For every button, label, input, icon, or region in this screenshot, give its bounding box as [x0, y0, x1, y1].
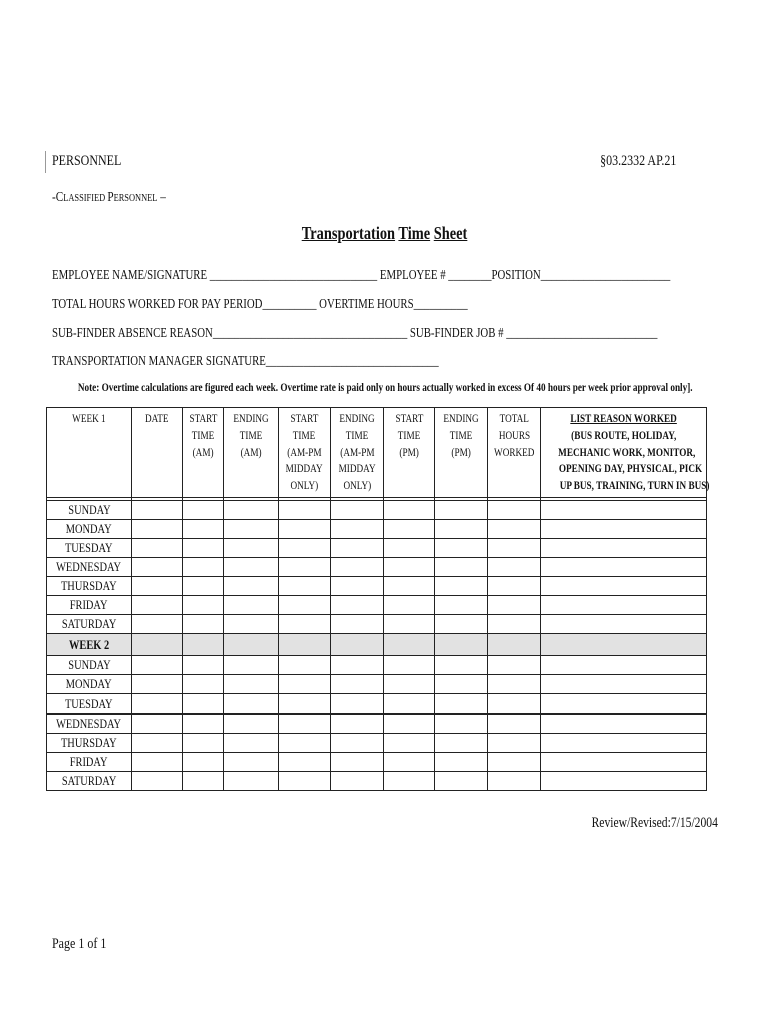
day-label: WEDNESDAY	[47, 558, 132, 577]
entry-cell[interactable]	[384, 694, 435, 715]
entry-cell[interactable]	[224, 615, 279, 634]
entry-cell[interactable]	[279, 734, 331, 753]
entry-cell[interactable]	[331, 577, 384, 596]
entry-cell[interactable]	[331, 501, 384, 520]
margin-bar	[45, 151, 46, 173]
header-right-text: §03.2332 AP.21	[599, 153, 676, 169]
entry-cell[interactable]	[541, 615, 707, 634]
header-start-pm: START TIME (PM)	[384, 408, 435, 498]
entry-cell[interactable]	[331, 694, 384, 715]
entry-cell[interactable]	[541, 694, 707, 715]
entry-cell[interactable]	[541, 714, 707, 734]
entry-cell[interactable]	[331, 596, 384, 615]
total-hours-field-line[interactable]: TOTAL HOURS WORKED FOR PAY PERIOD__________ OVERTIME HOURS__________	[52, 296, 468, 311]
entry-cell[interactable]	[541, 734, 707, 753]
entry-cell[interactable]	[224, 714, 279, 734]
entry-cell[interactable]	[384, 675, 435, 694]
day-label: MONDAY	[47, 675, 132, 694]
entry-cell[interactable]	[435, 539, 488, 558]
entry-cell[interactable]	[435, 558, 488, 577]
header-section-left	[52, 153, 139, 170]
entry-cell[interactable]	[541, 558, 707, 577]
entry-cell[interactable]	[384, 772, 435, 791]
entry-cell[interactable]	[488, 615, 541, 634]
header-left-text: PERSONNEL	[52, 153, 122, 169]
entry-cell	[331, 634, 384, 656]
entry-cell[interactable]	[224, 734, 279, 753]
entry-cell[interactable]	[132, 734, 183, 753]
entry-cell[interactable]	[132, 596, 183, 615]
page-number: Page 1 of 1	[52, 936, 107, 952]
entry-cell[interactable]	[435, 501, 488, 520]
header-end-am: ENDING TIME (AM)	[224, 408, 279, 498]
entry-cell[interactable]	[224, 753, 279, 772]
entry-cell[interactable]	[224, 596, 279, 615]
entry-cell[interactable]	[384, 501, 435, 520]
entry-cell[interactable]	[279, 753, 331, 772]
entry-cell[interactable]	[279, 539, 331, 558]
entry-cell[interactable]	[183, 734, 224, 753]
entry-cell[interactable]	[541, 772, 707, 791]
table-row	[47, 501, 707, 520]
entry-cell[interactable]	[132, 501, 183, 520]
header-week1: WEEK 1	[47, 408, 132, 498]
entry-cell[interactable]	[435, 734, 488, 753]
entry-cell[interactable]	[488, 734, 541, 753]
table-row	[47, 714, 707, 734]
entry-cell[interactable]	[183, 596, 224, 615]
entry-cell[interactable]	[331, 520, 384, 539]
day-label: MONDAY	[47, 520, 132, 539]
entry-cell[interactable]	[279, 577, 331, 596]
entry-cell[interactable]	[435, 694, 488, 715]
entry-cell[interactable]	[279, 615, 331, 634]
manager-signature-field-line[interactable]: TRANSPORTATION MANAGER SIGNATURE________________________________	[52, 353, 439, 368]
entry-cell[interactable]	[132, 753, 183, 772]
entry-cell[interactable]	[488, 753, 541, 772]
document-title: Transportation Time Sheet	[302, 223, 468, 243]
day-label: SATURDAY	[47, 615, 132, 634]
entry-cell[interactable]	[331, 615, 384, 634]
entry-cell[interactable]	[279, 520, 331, 539]
entry-cell[interactable]	[488, 558, 541, 577]
day-label: WEEK 2	[47, 634, 132, 656]
entry-cell	[384, 634, 435, 656]
entry-cell[interactable]	[132, 675, 183, 694]
entry-cell[interactable]	[183, 656, 224, 675]
table-row	[47, 656, 707, 675]
entry-cell[interactable]	[331, 714, 384, 734]
entry-cell[interactable]	[132, 558, 183, 577]
entry-cell[interactable]	[541, 596, 707, 615]
entry-cell	[541, 634, 707, 656]
entry-cell[interactable]	[331, 772, 384, 791]
entry-cell[interactable]	[541, 539, 707, 558]
entry-cell[interactable]	[183, 577, 224, 596]
entry-cell[interactable]	[132, 577, 183, 596]
entry-cell[interactable]	[384, 558, 435, 577]
entry-cell	[132, 634, 183, 656]
entry-cell[interactable]	[488, 577, 541, 596]
entry-cell[interactable]	[488, 501, 541, 520]
table-header-row	[47, 408, 707, 498]
entry-cell[interactable]	[435, 753, 488, 772]
entry-cell[interactable]	[435, 615, 488, 634]
entry-cell[interactable]	[488, 596, 541, 615]
entry-cell[interactable]	[279, 772, 331, 791]
entry-cell[interactable]	[541, 675, 707, 694]
week1-rows	[47, 501, 707, 634]
entry-cell[interactable]	[488, 694, 541, 715]
entry-cell[interactable]	[224, 558, 279, 577]
entry-cell[interactable]	[541, 577, 707, 596]
entry-cell[interactable]	[435, 520, 488, 539]
entry-cell[interactable]	[384, 615, 435, 634]
entry-cell[interactable]	[331, 734, 384, 753]
entry-cell[interactable]	[224, 675, 279, 694]
entry-cell[interactable]	[279, 596, 331, 615]
entry-cell[interactable]	[183, 501, 224, 520]
entry-cell[interactable]	[541, 520, 707, 539]
entry-cell[interactable]	[384, 520, 435, 539]
entry-cell[interactable]	[224, 539, 279, 558]
entry-cell[interactable]	[279, 656, 331, 675]
entry-cell[interactable]	[488, 714, 541, 734]
header-start-midday: START TIME (AM-PM MIDDAY ONLY)	[279, 408, 331, 498]
week2-rows	[47, 634, 707, 791]
entry-cell[interactable]	[488, 520, 541, 539]
entry-cell[interactable]	[435, 675, 488, 694]
entry-cell[interactable]	[183, 772, 224, 791]
table-row	[47, 577, 707, 596]
entry-cell[interactable]	[183, 539, 224, 558]
entry-cell[interactable]	[541, 753, 707, 772]
table-row	[47, 615, 707, 634]
table-row	[47, 734, 707, 753]
entry-cell	[183, 634, 224, 656]
entry-cell[interactable]	[541, 501, 707, 520]
entry-cell[interactable]	[331, 675, 384, 694]
day-label: TUESDAY	[47, 694, 132, 715]
entry-cell[interactable]	[224, 656, 279, 675]
header-policy-number	[581, 153, 676, 170]
sub-finder-field-line[interactable]: SUB-FINDER ABSENCE REASON____________________________________ SUB-FINDER JOB # ____________________________	[52, 325, 658, 340]
table-row	[47, 772, 707, 791]
entry-cell[interactable]	[488, 656, 541, 675]
entry-cell[interactable]	[132, 714, 183, 734]
entry-cell[interactable]	[279, 558, 331, 577]
entry-cell[interactable]	[224, 694, 279, 715]
overtime-note: Note: Overtime calculations are figured each week. Overtime rate is paid only on hours actually worked in excess Of 40 hours per week prior approval only].	[77, 382, 693, 394]
day-label: THURSDAY	[47, 734, 132, 753]
entry-cell[interactable]	[435, 714, 488, 734]
entry-cell[interactable]	[331, 539, 384, 558]
entry-cell[interactable]	[435, 577, 488, 596]
table-row	[47, 675, 707, 694]
entry-cell[interactable]	[435, 596, 488, 615]
header-date: DATE	[132, 408, 183, 498]
entry-cell[interactable]	[132, 615, 183, 634]
entry-cell[interactable]	[224, 520, 279, 539]
entry-cell[interactable]	[384, 753, 435, 772]
entry-cell[interactable]	[488, 675, 541, 694]
entry-cell[interactable]	[384, 596, 435, 615]
entry-cell[interactable]	[331, 753, 384, 772]
entry-cell[interactable]	[384, 539, 435, 558]
day-label: SUNDAY	[47, 501, 132, 520]
day-label: SATURDAY	[47, 772, 132, 791]
header-end-midday: ENDING TIME (AM-PM MIDDAY ONLY)	[331, 408, 384, 498]
header-end-pm: ENDING TIME (PM)	[435, 408, 488, 498]
entry-cell[interactable]	[384, 714, 435, 734]
entry-cell[interactable]	[331, 656, 384, 675]
entry-cell[interactable]	[541, 656, 707, 675]
day-label: WEDNESDAY	[47, 714, 132, 734]
classified-personnel-subheading: -CLASSIFIED PERSONNEL –	[52, 190, 166, 205]
entry-cell[interactable]	[384, 577, 435, 596]
entry-cell	[279, 634, 331, 656]
entry-cell[interactable]	[183, 694, 224, 715]
entry-cell[interactable]	[183, 520, 224, 539]
entry-cell[interactable]	[435, 772, 488, 791]
entry-cell	[224, 634, 279, 656]
review-revised-date: Review/Revised:7/15/2004	[591, 815, 718, 831]
entry-cell	[488, 634, 541, 656]
entry-cell[interactable]	[183, 675, 224, 694]
entry-cell[interactable]	[384, 734, 435, 753]
day-label: FRIDAY	[47, 753, 132, 772]
table-row	[47, 539, 707, 558]
entry-cell[interactable]	[132, 539, 183, 558]
entry-cell[interactable]	[132, 694, 183, 715]
entry-cell[interactable]	[384, 656, 435, 675]
employee-name-field-line[interactable]: EMPLOYEE NAME/SIGNATURE _______________________________ EMPLOYEE # ________POSITION________________________	[52, 267, 671, 282]
entry-cell[interactable]	[279, 714, 331, 734]
entry-cell[interactable]	[279, 694, 331, 715]
entry-cell[interactable]	[183, 753, 224, 772]
entry-cell[interactable]	[488, 772, 541, 791]
entry-cell[interactable]	[132, 656, 183, 675]
entry-cell[interactable]	[435, 656, 488, 675]
table-row	[47, 596, 707, 615]
entry-cell[interactable]	[279, 501, 331, 520]
day-label: SUNDAY	[47, 656, 132, 675]
header-start-am: START TIME (AM)	[183, 408, 224, 498]
entry-cell[interactable]	[132, 520, 183, 539]
entry-cell[interactable]	[183, 714, 224, 734]
table-row	[47, 753, 707, 772]
entry-cell[interactable]	[183, 615, 224, 634]
entry-cell[interactable]	[331, 558, 384, 577]
header-reason-worked: LIST REASON WORKED (BUS ROUTE, HOLIDAY, MECHANIC WORK, MONITOR, OPENING DAY, PHYSICAL, PICK UP BUS, TRAINING, TURN IN BUS)	[541, 408, 707, 498]
entry-cell	[435, 634, 488, 656]
header-total-hours: TOTAL HOURS WORKED	[488, 408, 541, 498]
table-row	[47, 558, 707, 577]
table-row	[47, 694, 707, 715]
entry-cell[interactable]	[224, 772, 279, 791]
day-label: TUESDAY	[47, 539, 132, 558]
entry-cell[interactable]	[279, 675, 331, 694]
time-sheet-table	[46, 407, 710, 791]
entry-cell[interactable]	[224, 501, 279, 520]
entry-cell[interactable]	[183, 558, 224, 577]
entry-cell[interactable]	[132, 772, 183, 791]
day-label: THURSDAY	[47, 577, 132, 596]
day-label: FRIDAY	[47, 596, 132, 615]
entry-cell[interactable]	[488, 539, 541, 558]
table-row	[47, 520, 707, 539]
entry-cell[interactable]	[224, 577, 279, 596]
week2-header-row	[47, 634, 707, 656]
